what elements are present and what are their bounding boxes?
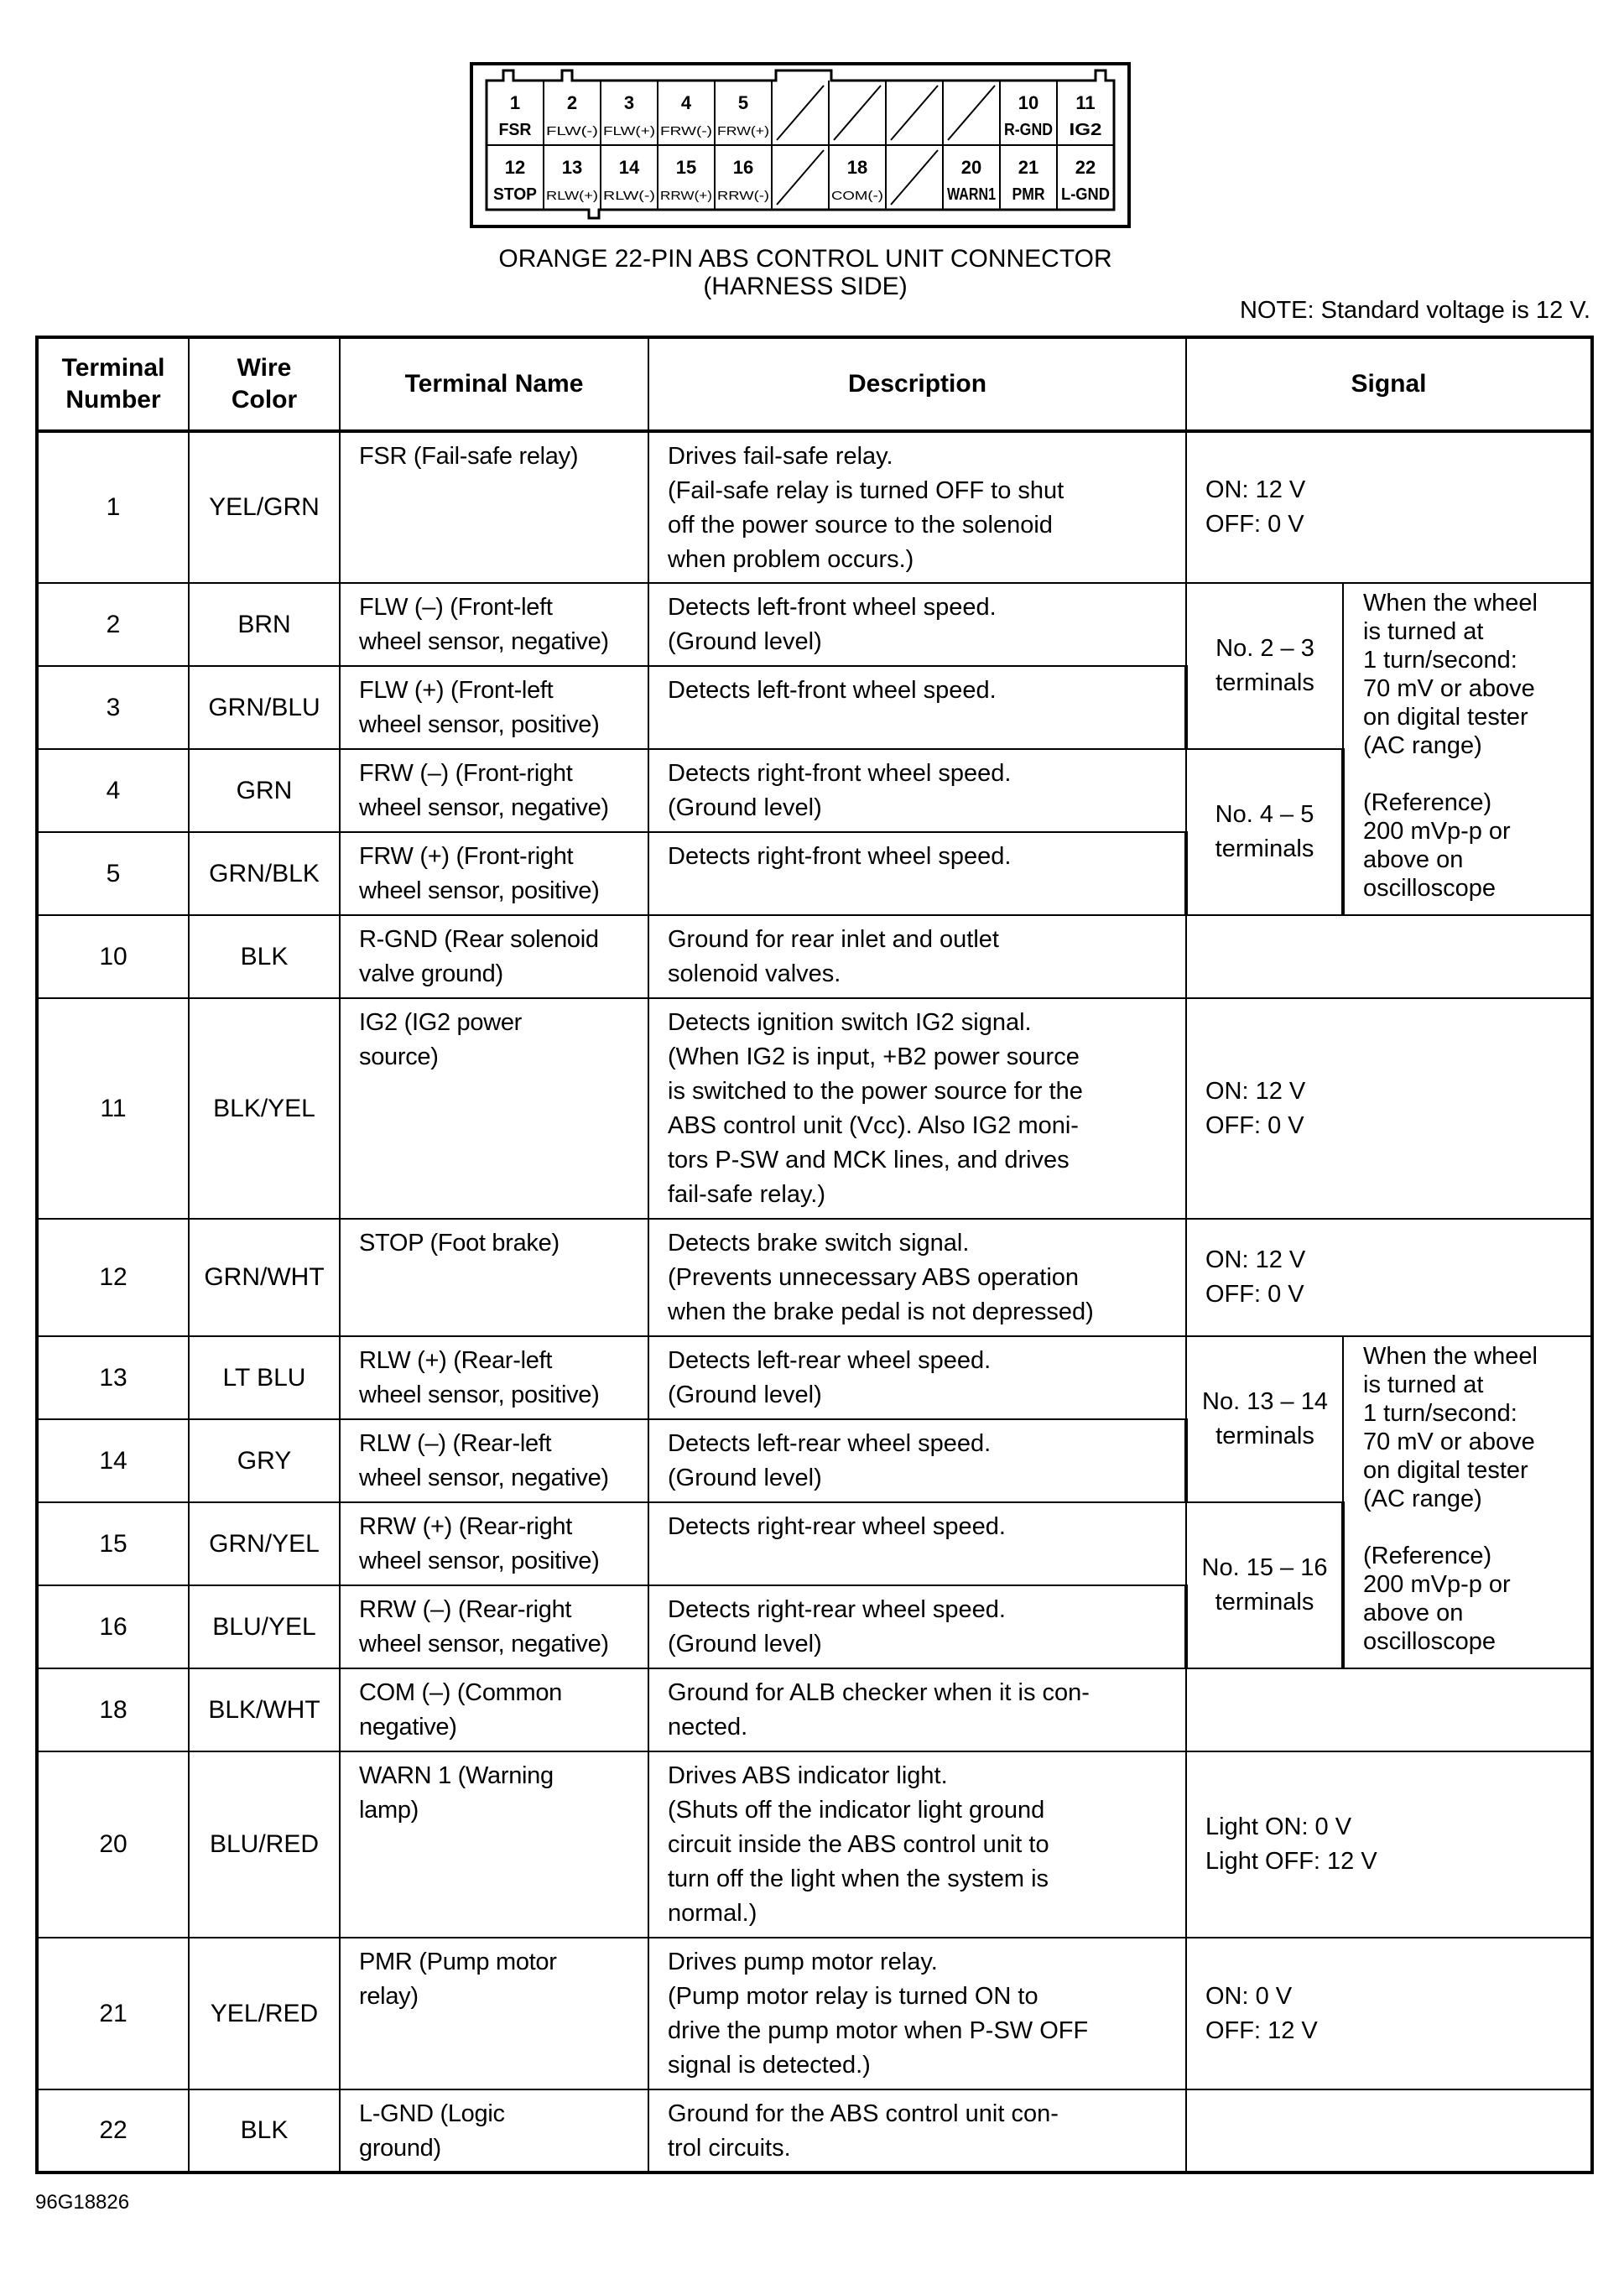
pin-signal-label: FLW(+) [603,124,655,138]
pin-number: 5 [737,92,749,113]
text-line: ON: 12 V [1205,476,1306,503]
text-line: PMR (Pump motor [359,1949,557,1975]
text-line: When the wheel [1363,1343,1538,1370]
pin-signal-label: PMR [1012,185,1045,204]
table-row [37,1751,1592,1938]
text-line: IG2 (IG2 power [359,1009,523,1036]
text-line: when problem occurs.) [668,546,914,573]
text-line: drive the pump motor when P-SW OFF [668,2017,1089,2044]
description [648,1938,1186,2089]
terminal-table [35,336,1594,2174]
wire-color: BLK [189,2089,340,2173]
text-line: trol circuits. [668,2135,791,2162]
connector-diagram [470,62,1131,228]
signal-empty [1186,2089,1592,2173]
text-line: wheel sensor, negative) [359,1465,609,1491]
text-line: (Pump motor relay is turned ON to [668,1983,1038,2010]
wheel-sensor-signal-note [1343,1336,1592,1668]
text-line: 1 turn/second: [1363,647,1517,674]
text-line: (Reference) [1363,1543,1492,1569]
wire-color: BLK/YEL [189,998,340,1219]
text-line: nected. [668,1714,748,1741]
text-line: wheel sensor, negative) [359,628,609,655]
terminal-name [340,1751,648,1938]
description [648,666,1186,749]
terminal-number: 16 [37,1585,189,1668]
terminal-group [1186,583,1343,749]
text-line: 200 mVp-p or [1363,1571,1511,1598]
pin-signal-label: IG2 [1069,121,1102,139]
terminal-name [340,666,648,749]
description [648,998,1186,1219]
text-line: signal is detected.) [668,2052,871,2079]
terminal-number: 5 [37,832,189,915]
text-line: ABS control unit (Vcc). Also IG2 moni- [668,1112,1079,1139]
text-line: FRW (+) (Front-right [359,843,574,870]
text-line: Detects right-front wheel speed. [668,843,1012,870]
text-line: (Reference) [1363,789,1492,816]
text-line: L-GND (Logic [359,2100,505,2127]
pin-number: 13 [561,157,583,178]
pin-signal-label: RLW(-) [603,189,655,203]
standard-voltage-note: NOTE: Standard voltage is 12 V. [1239,297,1590,324]
text-line: negative) [359,1714,457,1741]
pin-signal-label: COM(-) [831,189,884,203]
description [648,431,1186,583]
terminal-group [1186,749,1343,915]
terminal-name [340,2089,648,2173]
document-id: 96G18826 [35,2191,130,2214]
signal-empty [1186,1668,1592,1751]
text-line: 200 mVp-p or [1363,818,1511,845]
pin-number: 21 [1018,157,1039,178]
terminal-name [340,915,648,998]
terminal-number: 20 [37,1751,189,1938]
text-line: Detects right-rear wheel speed. [668,1513,1006,1540]
wire-color: GRN/YEL [189,1502,340,1585]
text-line: wheel sensor, positive) [359,1382,600,1408]
text-line: FSR (Fail-safe relay) [359,443,579,470]
wheel-note-reference [1363,1542,1585,1656]
text-line: No. 2 – 3 [1215,635,1314,662]
text-line: is switched to the power source for the [668,1078,1083,1105]
pin-number: 2 [566,92,578,113]
caption-line-1: ORANGE 22-PIN ABS CONTROL UNIT CONNECTOR [498,245,1112,273]
terminal-name [340,998,648,1219]
text-line: wheel sensor, positive) [359,877,600,904]
empty-pin-slash [891,86,938,140]
text-line: When the wheel [1363,590,1538,617]
terminal-name [340,1419,648,1502]
wheel-sensor-signal-note [1343,583,1592,915]
text-line: Detects left-rear wheel speed. [668,1347,992,1374]
table-header-row [37,337,1592,431]
text-line: wheel sensor, negative) [359,1631,609,1657]
empty-pin-slash [834,86,881,140]
text-line: (Ground level) [668,1465,822,1491]
pin-signal-label: FRW(+) [717,124,769,138]
text-line: Detects right-rear wheel speed. [668,1596,1006,1623]
text-line: Ground for the ABS control unit con- [668,2100,1059,2127]
terminal-name [340,1585,648,1668]
pin-number: 16 [732,157,754,178]
table-row [37,1668,1592,1751]
text-line: Detects left-rear wheel speed. [668,1430,992,1457]
pin-number: 11 [1075,92,1096,113]
header-wire-color: Wire Color [189,337,340,431]
description [648,1751,1186,1938]
wire-color: GRY [189,1419,340,1502]
wire-color: YEL/RED [189,1938,340,2089]
wire-color: GRN [189,749,340,832]
text-line: Detects brake switch signal. [668,1230,970,1257]
wire-color: BLU/RED [189,1751,340,1938]
terminal-name [340,583,648,666]
terminal-number: 18 [37,1668,189,1751]
signal-empty [1186,915,1592,998]
text-line: Drives pump motor relay. [668,1949,938,1975]
empty-pin-slash [777,150,824,205]
wire-color: BLK [189,915,340,998]
text-line: Detects right-front wheel speed. [668,760,1012,787]
text-line: No. 4 – 5 [1215,801,1314,828]
terminal-number: 13 [37,1336,189,1419]
text-line: OFF: 0 V [1205,511,1304,538]
text-line: above on [1363,846,1464,873]
empty-pin-slash [891,150,938,205]
text-line: RRW (+) (Rear-right [359,1513,572,1540]
terminal-name [340,1668,648,1751]
terminal-name [340,1502,648,1585]
text-line: source) [359,1043,439,1070]
text-line: ON: 0 V [1205,1982,1293,2010]
table-row [37,1219,1592,1336]
pin-number: 1 [509,92,521,113]
text-line: 70 mV or above [1363,1428,1535,1455]
pin-number: 14 [618,157,640,178]
text-line: above on [1363,1600,1464,1626]
wire-color: LT BLU [189,1336,340,1419]
terminal-name [340,1938,648,2089]
text-line: Detects left-front wheel speed. [668,677,997,704]
description [648,1419,1186,1502]
text-line: Detects left-front wheel speed. [668,594,997,621]
terminal-number: 2 [37,583,189,666]
terminal-group [1186,1502,1343,1668]
signal [1186,998,1592,1219]
signal [1186,431,1592,583]
wire-color: YEL/GRN [189,431,340,583]
text-line: (When IG2 is input, +B2 power source [668,1043,1080,1070]
description [648,2089,1186,2173]
table-row [37,915,1592,998]
text-line: fail-safe relay.) [668,1181,826,1208]
text-line: Ground for rear inlet and outlet [668,926,999,953]
pin-number: 22 [1075,157,1096,178]
text-line: FLW (–) (Front-left [359,594,553,621]
terminal-number: 15 [37,1502,189,1585]
pin-signal-label: FRW(-) [660,124,712,138]
text-line: (Prevents unnecessary ABS operation [668,1264,1080,1291]
text-line: OFF: 0 V [1205,1281,1304,1308]
wheel-note-lines [1363,1342,1585,1513]
text-line: OFF: 12 V [1205,2016,1318,2044]
text-line: Detects ignition switch IG2 signal. [668,1009,1032,1036]
text-line: relay) [359,1983,419,2010]
text-line: (Ground level) [668,1631,822,1657]
text-line: ON: 12 V [1205,1246,1306,1273]
text-line: solenoid valves. [668,960,841,987]
terminal-number: 3 [37,666,189,749]
pin-signal-label: FLW(-) [546,124,598,138]
pin-number: 3 [623,92,635,113]
text-line: STOP (Foot brake) [359,1230,560,1257]
pin-number: 20 [960,157,982,178]
description [648,832,1186,915]
caption-line-2: (HARNESS SIDE) [703,273,908,300]
connector-caption [302,245,1309,300]
terminal-name [340,1336,648,1419]
text-line: No. 15 – 16 [1201,1554,1328,1581]
pin-signal-label: L-GND [1061,185,1110,204]
pin-signal-label: FSR [498,121,533,139]
wire-color: BLU/YEL [189,1585,340,1668]
text-line: R-GND (Rear solenoid [359,926,599,953]
wire-color: BLK/WHT [189,1668,340,1751]
wheel-note-lines [1363,589,1585,760]
text-line: (Ground level) [668,628,822,655]
description [648,915,1186,998]
terminal-number: 11 [37,998,189,1219]
text-line: FLW (+) (Front-left [359,677,554,704]
table-row [37,1336,1592,1419]
text-line: terminals [1215,669,1314,696]
text-line: ON: 12 V [1205,1077,1306,1105]
text-line: wheel sensor, positive) [359,711,600,738]
terminal-number: 22 [37,2089,189,2173]
header-description: Description [648,337,1186,431]
text-line: when the brake pedal is not depressed) [668,1298,1094,1325]
text-line: FRW (–) (Front-right [359,760,573,787]
description [648,1502,1186,1585]
pins-row-2 [493,145,1110,210]
table-row [37,1938,1592,2089]
terminal-number: 14 [37,1419,189,1502]
signal [1186,1938,1592,2089]
table-row [37,583,1592,666]
header-terminal-name: Terminal Name [340,337,648,431]
text-line: 1 turn/second: [1363,1400,1517,1427]
pin-signal-label: RRW(-) [717,189,769,203]
text-line: is turned at [1363,618,1484,645]
text-line: oscilloscope [1363,875,1496,902]
text-line: turn off the light when the system is [668,1866,1049,1892]
text-line: Light OFF: 12 V [1205,1848,1377,1875]
table-row [37,431,1592,583]
text-line: wheel sensor, positive) [359,1548,600,1574]
text-line: tors P-SW and MCK lines, and drives [668,1147,1070,1173]
pin-signal-label: R-GND [1004,121,1053,139]
terminal-name [340,431,648,583]
text-line: circuit inside the ABS control unit to [668,1831,1049,1858]
text-line: on digital tester [1363,704,1528,731]
signal [1186,1219,1592,1336]
empty-pin-slash [948,86,995,140]
wire-color: GRN/WHT [189,1219,340,1336]
description [648,1668,1186,1751]
header-terminal-number: Terminal Number [37,337,189,431]
terminal-number: 10 [37,915,189,998]
text-line: No. 13 – 14 [1202,1388,1328,1415]
text-line: (Shuts off the indicator light ground [668,1797,1045,1824]
text-line: lamp) [359,1797,419,1824]
description [648,1585,1186,1668]
description [648,1219,1186,1336]
text-line: terminals [1215,835,1314,862]
text-line: (AC range) [1363,732,1482,759]
text-line: normal.) [668,1900,757,1927]
pins-row-1 [499,81,1102,145]
text-line: terminals [1215,1589,1314,1616]
description [648,1336,1186,1419]
text-line: Light ON: 0 V [1205,1813,1352,1840]
wire-color: BRN [189,583,340,666]
text-line: ground) [359,2135,441,2162]
text-line: Drives ABS indicator light. [668,1762,948,1789]
table-row [37,2089,1592,2173]
pin-number: 10 [1018,92,1039,113]
pin-signal-label: STOP [493,185,537,204]
text-line: on digital tester [1363,1457,1528,1484]
text-line: (AC range) [1363,1486,1482,1512]
text-line: is turned at [1363,1371,1484,1398]
text-line: OFF: 0 V [1205,1111,1304,1139]
pin-number: 4 [680,92,692,113]
text-line: Drives fail-safe relay. [668,443,893,470]
terminal-number: 12 [37,1219,189,1336]
text-line: off the power source to the solenoid [668,512,1053,539]
text-line: wheel sensor, negative) [359,794,609,821]
pin-signal-label: WARN1 [947,185,996,204]
pin-signal-label: RLW(+) [546,189,598,203]
terminal-number: 21 [37,1938,189,2089]
pin-signal-label: RRW(+) [660,189,712,203]
pin-number: 15 [675,157,697,178]
pin-number: 12 [504,157,526,178]
pin-number: 18 [846,157,868,178]
text-line: RLW (+) (Rear-left [359,1347,553,1374]
text-line: WARN 1 (Warning [359,1762,554,1789]
wheel-note-reference [1363,788,1585,903]
signal [1186,1751,1592,1938]
terminal-number: 1 [37,431,189,583]
text-line: 70 mV or above [1363,675,1535,702]
description [648,583,1186,666]
text-line: COM (–) (Common [359,1679,563,1706]
wire-color: GRN/BLU [189,666,340,749]
text-line: (Ground level) [668,1382,822,1408]
terminal-name [340,749,648,832]
text-line: terminals [1215,1423,1314,1449]
text-line: valve ground) [359,960,503,987]
terminal-number: 4 [37,749,189,832]
text-line: (Ground level) [668,794,822,821]
text-line: oscilloscope [1363,1628,1496,1655]
empty-pin-slash [777,86,824,140]
terminal-group [1186,1336,1343,1502]
text-line: (Fail-safe relay is turned OFF to shut [668,477,1064,504]
text-line: Ground for ALB checker when it is con- [668,1679,1090,1706]
wire-color: GRN/BLK [189,832,340,915]
table-row [37,998,1592,1219]
text-line: RLW (–) (Rear-left [359,1430,552,1457]
header-signal: Signal [1186,337,1592,431]
description [648,749,1186,832]
terminal-name [340,1219,648,1336]
text-line: RRW (–) (Rear-right [359,1596,572,1623]
terminal-name [340,832,648,915]
